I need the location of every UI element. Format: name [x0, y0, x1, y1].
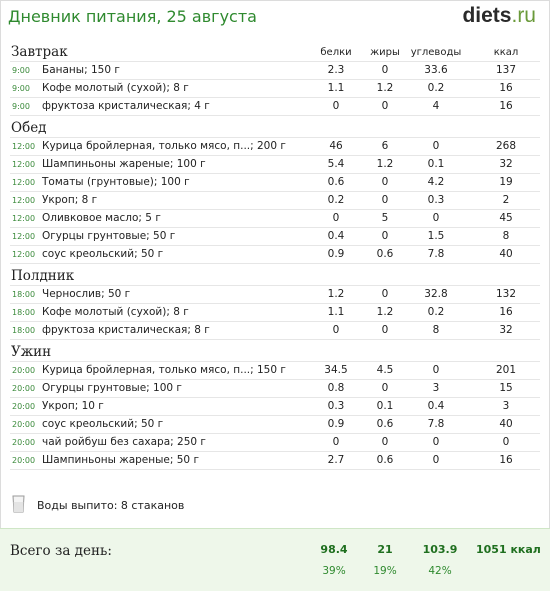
fat-value: 6 [381, 140, 389, 152]
logo-main: diets [462, 4, 512, 27]
kcal-value: 0 [502, 436, 510, 448]
entry-time: 12:00 [12, 214, 36, 223]
food-name[interactable]: Шампиньоны жареные; 50 г [42, 454, 199, 466]
carbs-value: 3 [432, 382, 440, 394]
food-row[interactable] [10, 228, 540, 246]
glass-icon [12, 495, 25, 513]
food-row[interactable] [10, 304, 540, 322]
protein-value: 0 [332, 436, 340, 448]
entry-time: 9:00 [12, 84, 30, 93]
entry-time: 12:00 [12, 250, 36, 259]
food-name[interactable]: Укроп; 10 г [42, 400, 104, 412]
fat-value: 1.2 [376, 306, 394, 318]
carbs-value: 0 [432, 454, 440, 466]
page-title: Дневник питания, 25 августа [8, 7, 257, 26]
food-row[interactable] [10, 322, 540, 340]
food-name[interactable]: фруктоза кристалическая; 8 г [42, 324, 210, 336]
fat-value: 5 [381, 212, 389, 224]
kcal-value: 16 [499, 454, 513, 466]
entry-time: 12:00 [12, 196, 36, 205]
food-row[interactable] [10, 398, 540, 416]
fat-value: 0.6 [376, 248, 394, 260]
protein-value: 1.1 [327, 306, 345, 318]
protein-value: 0.6 [327, 176, 345, 188]
food-name[interactable]: Огурцы грунтовые; 100 г [42, 382, 182, 394]
carbs-value: 4 [432, 100, 440, 112]
food-row[interactable] [10, 380, 540, 398]
carbs-value: 7.8 [427, 418, 445, 430]
food-name[interactable]: Бананы; 150 г [42, 64, 120, 76]
fat-value: 0 [381, 194, 389, 206]
kcal-value: 40 [499, 418, 513, 430]
food-name[interactable]: чай ройбуш без сахара; 250 г [42, 436, 206, 448]
food-name[interactable]: Кофе молотый (сухой); 8 г [42, 82, 189, 94]
kcal-value: 137 [495, 64, 517, 76]
protein-value: 1.1 [327, 82, 345, 94]
fat-value: 1.2 [376, 158, 394, 170]
fat-value: 0 [381, 324, 389, 336]
food-name[interactable]: Курица бройлерная, только мясо, п...; 200 г [42, 140, 286, 152]
total-fat: 21 [377, 543, 393, 556]
carbs-value: 0 [432, 212, 440, 224]
carbs-value: 7.8 [427, 248, 445, 260]
kcal-value: 16 [499, 100, 513, 112]
meal-name: Обед [11, 120, 47, 136]
fat-value: 0 [381, 100, 389, 112]
water-text: Воды выпито: 8 стаканов [37, 499, 185, 512]
entry-time: 18:00 [12, 290, 36, 299]
food-row[interactable] [10, 210, 540, 228]
protein-value: 0.8 [327, 382, 345, 394]
food-name[interactable]: Кофе молотый (сухой); 8 г [42, 306, 189, 318]
entry-time: 9:00 [12, 102, 30, 111]
carbs-value: 0.2 [427, 82, 445, 94]
protein-value: 1.2 [327, 288, 345, 300]
total-carbs: 103.9 [422, 543, 458, 556]
carbs-value: 8 [432, 324, 440, 336]
kcal-value: 268 [495, 140, 517, 152]
column-header-kcal: ккал [493, 47, 519, 58]
kcal-value: 201 [495, 364, 517, 376]
entry-time: 12:00 [12, 232, 36, 241]
food-row[interactable] [10, 361, 540, 380]
carbs-value: 0.3 [427, 194, 445, 206]
total-protein: 98.4 [320, 543, 348, 556]
food-row[interactable] [10, 192, 540, 210]
food-name[interactable]: соус креольский; 50 г [42, 248, 164, 260]
header [0, 0, 550, 34]
day-total [0, 528, 550, 591]
food-row[interactable] [10, 452, 540, 470]
kcal-value: 16 [499, 306, 513, 318]
food-row[interactable] [10, 434, 540, 452]
kcal-value: 19 [499, 176, 513, 188]
carbs-value: 32.8 [424, 288, 448, 300]
fat-value: 0 [381, 382, 389, 394]
food-name[interactable]: Шампиньоны жареные; 100 г [42, 158, 206, 170]
protein-value: 0.9 [327, 418, 345, 430]
total-label: Всего за день: [10, 543, 112, 559]
food-row[interactable] [10, 174, 540, 192]
fat-value: 0.1 [376, 400, 394, 412]
carbs-value: 1.5 [427, 230, 445, 242]
fat-value: 0 [381, 288, 389, 300]
protein-value: 0.9 [327, 248, 345, 260]
carbs-value: 33.6 [424, 64, 448, 76]
food-row[interactable] [10, 98, 540, 116]
protein-value: 0.2 [327, 194, 345, 206]
column-header-carbs: углеводы [410, 47, 462, 58]
carbs-value: 0 [432, 364, 440, 376]
column-header-fat: жиры [370, 47, 400, 58]
fat-value: 0.6 [376, 418, 394, 430]
kcal-value: 45 [499, 212, 513, 224]
meal-header [10, 40, 540, 61]
protein-value: 0.3 [327, 400, 345, 412]
fat-percent: 19% [373, 565, 397, 577]
food-name[interactable]: соус креольский; 50 г [42, 418, 164, 430]
food-name[interactable]: Укроп; 8 г [42, 194, 98, 206]
entry-time: 12:00 [12, 178, 36, 187]
food-row[interactable] [10, 137, 540, 156]
protein-value: 2.7 [327, 454, 345, 466]
fat-value: 0.6 [376, 454, 394, 466]
kcal-value: 32 [499, 324, 513, 336]
total-kcal: 1051 ккал [476, 543, 541, 556]
fat-value: 1.2 [376, 82, 394, 94]
food-name[interactable]: фруктоза кристалическая; 4 г [42, 100, 210, 112]
site-logo[interactable] [462, 4, 536, 28]
food-row[interactable] [10, 246, 540, 264]
food-name[interactable]: Огурцы грунтовые; 50 г [42, 230, 176, 242]
entry-time: 18:00 [12, 326, 36, 335]
food-row[interactable] [10, 80, 540, 98]
fat-value: 4.5 [376, 364, 394, 376]
protein-percent: 39% [322, 565, 346, 577]
entry-time: 9:00 [12, 66, 30, 75]
meal-header [10, 340, 540, 361]
column-header-protein: белки [320, 47, 352, 58]
meal-header [10, 116, 540, 137]
protein-value: 2.3 [327, 64, 345, 76]
meal-name: Ужин [11, 344, 52, 360]
food-row[interactable] [10, 61, 540, 80]
fat-value: 0 [381, 64, 389, 76]
kcal-value: 40 [499, 248, 513, 260]
protein-value: 34.5 [324, 364, 348, 376]
entry-time: 18:00 [12, 308, 36, 317]
meal-header [10, 264, 540, 285]
food-name[interactable]: Томаты (грунтовые); 100 г [42, 176, 190, 188]
fat-value: 0 [381, 436, 389, 448]
protein-value: 0 [332, 100, 340, 112]
entry-time: 20:00 [12, 384, 36, 393]
entry-time: 12:00 [12, 142, 36, 151]
entry-time: 20:00 [12, 456, 36, 465]
meal-name: Завтрак [11, 44, 68, 60]
food-row[interactable] [10, 416, 540, 434]
protein-value: 46 [329, 140, 343, 152]
kcal-value: 8 [502, 230, 510, 242]
fat-value: 0 [381, 176, 389, 188]
carbs-value: 0 [432, 140, 440, 152]
carbs-value: 0.2 [427, 306, 445, 318]
carbs-value: 4.2 [427, 176, 445, 188]
meal-name: Полдник [11, 268, 75, 284]
food-name[interactable]: Курица бройлерная, только мясо, п...; 150 г [42, 364, 286, 376]
food-name[interactable]: Чернослив; 50 г [42, 288, 131, 300]
food-diary [10, 40, 540, 470]
entry-time: 12:00 [12, 160, 36, 169]
food-name[interactable]: Оливковое масло; 5 г [42, 212, 161, 224]
entry-time: 20:00 [12, 366, 36, 375]
food-row[interactable] [10, 156, 540, 174]
kcal-value: 16 [499, 82, 513, 94]
entry-time: 20:00 [12, 438, 36, 447]
kcal-value: 132 [495, 288, 517, 300]
entry-time: 20:00 [12, 402, 36, 411]
kcal-value: 15 [499, 382, 513, 394]
kcal-value: 32 [499, 158, 513, 170]
water-section [10, 493, 540, 519]
protein-value: 5.4 [327, 158, 345, 170]
carbs-percent: 42% [428, 565, 452, 577]
logo-tld: .ru [511, 4, 536, 27]
food-row[interactable] [10, 285, 540, 304]
kcal-value: 2 [502, 194, 510, 206]
protein-value: 0.4 [327, 230, 345, 242]
carbs-value: 0.4 [427, 400, 445, 412]
fat-value: 0 [381, 230, 389, 242]
protein-value: 0 [332, 324, 340, 336]
column-headers [10, 40, 540, 61]
protein-value: 0 [332, 212, 340, 224]
kcal-value: 3 [502, 400, 510, 412]
entry-time: 20:00 [12, 420, 36, 429]
carbs-value: 0.1 [427, 158, 445, 170]
carbs-value: 0 [432, 436, 440, 448]
